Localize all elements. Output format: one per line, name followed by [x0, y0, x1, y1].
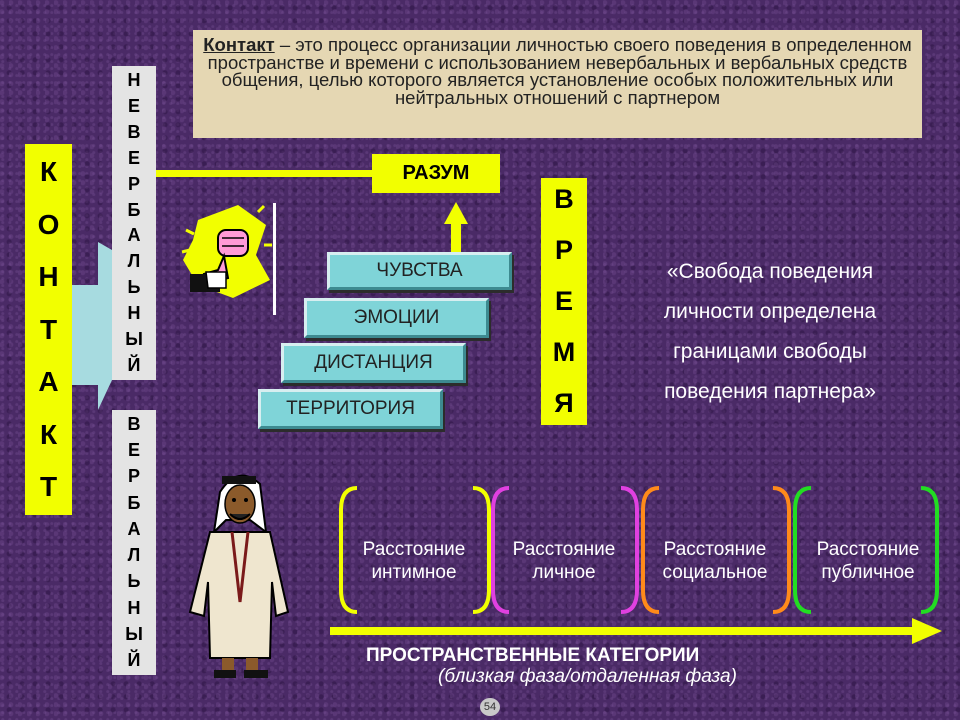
- distance-social-line2: социальное: [662, 562, 768, 583]
- categories-subtitle: (близкая фаза/отдаленная фаза): [438, 666, 737, 687]
- kontakt-arrow: [72, 242, 112, 410]
- fist-icon: [178, 200, 274, 300]
- distance-personal-line2: личное: [532, 562, 596, 583]
- vremya-letter: В: [554, 184, 574, 214]
- verbalny-letter: А: [127, 518, 141, 539]
- neverbalny-column: [112, 66, 156, 380]
- timeline-arrow-shaft: [330, 627, 920, 635]
- distance-public-line2: публичное: [821, 562, 915, 583]
- kontakt-letter: А: [38, 366, 59, 397]
- distance-personal-line1: Расстояние: [512, 539, 616, 560]
- distance-social: [649, 538, 781, 584]
- step-chuvstva: ЧУВСТВА: [327, 252, 512, 290]
- verbalny-letter: Е: [127, 440, 140, 461]
- distance-intimate: [348, 538, 480, 584]
- up-arrow-head: [444, 202, 468, 224]
- kontakt-letter: К: [39, 156, 58, 187]
- distance-social-line1: Расстояние: [663, 539, 767, 560]
- kontakt-letter: О: [37, 208, 60, 240]
- definition-term: Контакт: [203, 34, 275, 55]
- razum-connector: [156, 170, 372, 177]
- vremya-column: [541, 178, 587, 425]
- step-territoriya: ТЕРРИТОРИЯ: [258, 389, 443, 429]
- neverbalny-letter: Е: [127, 147, 140, 168]
- neverbalny-letter: Б: [127, 199, 141, 220]
- vremya-letter: Я: [554, 388, 574, 418]
- up-arrow-shaft: [451, 222, 461, 252]
- neverbalny-letter: Н: [127, 303, 141, 324]
- page-number: 54: [480, 698, 500, 716]
- vremya-letter: Е: [554, 286, 573, 316]
- person-icon: [180, 462, 300, 684]
- step-distantsiya: ДИСТАНЦИЯ: [281, 343, 466, 383]
- verbalny-letter: Ы: [125, 623, 143, 644]
- verbalny-letter: В: [127, 414, 141, 434]
- kontakt-column: [25, 144, 72, 515]
- neverbalny-letter: Й: [127, 354, 141, 375]
- categories-title: ПРОСТРАНСТВЕННЫЕ КАТЕГОРИИ: [366, 645, 700, 666]
- definition-text: – это процесс организации личностью своего поведения в определенном пространстве и времени с использованием невербальных и вербальных средств общения, целью которого является установление особых положительных или нейтральных отношений с партнером: [207, 34, 912, 108]
- vremya-letter: М: [552, 337, 576, 367]
- neverbalny-letter: Ы: [125, 329, 143, 350]
- verbalny-letter: Р: [127, 466, 140, 487]
- distance-public-line1: Расстояние: [816, 539, 920, 560]
- distance-personal: [498, 538, 630, 584]
- verbalny-letter: Ь: [127, 571, 141, 592]
- distance-intimate-line2: интимное: [371, 562, 457, 583]
- verbalny-letter: Й: [127, 649, 141, 670]
- kontakt-letter: Т: [39, 313, 58, 345]
- kontakt-letter: К: [39, 418, 58, 450]
- neverbalny-letter: А: [127, 225, 141, 246]
- kontakt-letter: Н: [38, 261, 59, 292]
- razum-box: РАЗУМ: [372, 154, 500, 193]
- verbalny-column: [112, 410, 156, 675]
- neverbalny-letter: В: [127, 121, 141, 142]
- neverbalny-letter: Л: [127, 251, 141, 272]
- verbalny-letter: Н: [127, 597, 141, 618]
- neverbalny-letter: Ь: [127, 277, 141, 298]
- step-emotsii: ЭМОЦИИ: [304, 298, 489, 338]
- neverbalny-letter: Р: [127, 173, 140, 194]
- verbalny-letter: Л: [127, 545, 141, 566]
- kontakt-letter: Т: [39, 471, 58, 502]
- freedom-quote: «Свобода поведения личности определена границами свободы поведения партнера»: [663, 260, 877, 403]
- neverbalny-letter: Н: [127, 70, 141, 90]
- distance-intimate-line1: Расстояние: [362, 539, 466, 560]
- neverbalny-letter: Е: [127, 95, 140, 116]
- timeline-arrow-head: [912, 618, 942, 644]
- vremya-letter: Р: [554, 235, 573, 265]
- verbalny-letter: Б: [127, 492, 141, 513]
- distance-public: [802, 538, 934, 584]
